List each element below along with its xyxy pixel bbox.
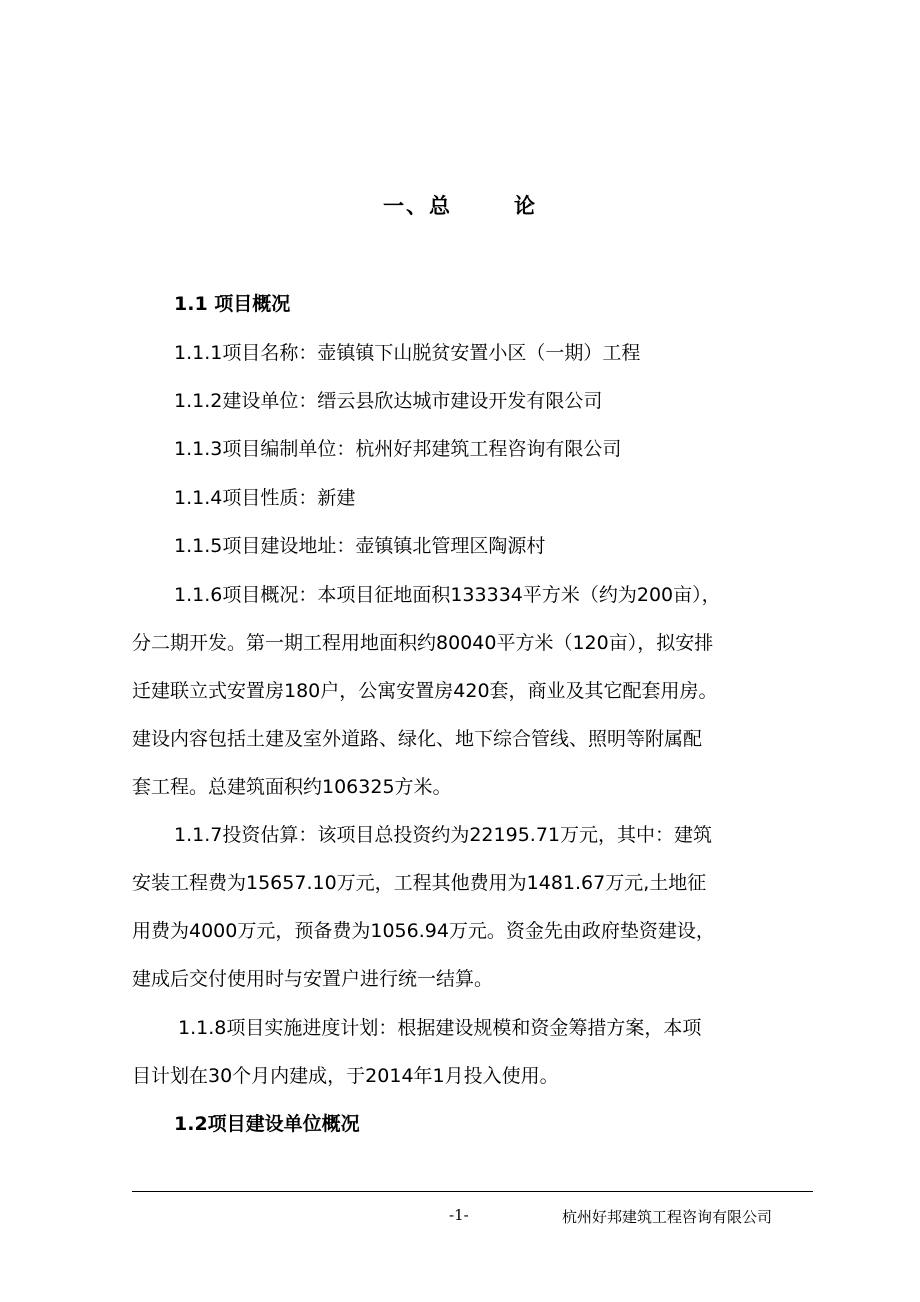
item-1-1-4: 1.1.4项目性质：新建 <box>174 487 356 509</box>
page-number: -1- <box>449 1206 469 1224</box>
paragraph-line: 用费为4000万元，预备费为1056.94万元。资金先由政府垫资建设， <box>132 920 715 942</box>
paragraph-line: 目计划在30个月内建成，于2014年1月投入使用。 <box>132 1065 559 1087</box>
item-1-1-1: 1.1.1项目名称：壶镇镇下山脱贫安置小区（一期）工程 <box>174 342 641 364</box>
title-part-1: 一、总 <box>383 194 452 218</box>
paragraph-line: 套工程。总建筑面积约106325方米。 <box>132 776 452 798</box>
paragraph-line: 1.1.8项目实施进度计划：根据建设规模和资金筹措方案，本项 <box>178 1017 702 1039</box>
paragraph-line: 建成后交付使用时与安置户进行统一结算。 <box>132 968 494 990</box>
footer-company: 杭州好邦建筑工程咨询有限公司 <box>562 1208 773 1226</box>
item-1-1-2: 1.1.2建设单位：缙云县欣达城市建设开发有限公司 <box>174 390 603 412</box>
section-heading-1-1: 1.1 项目概况 <box>174 293 291 315</box>
footer-divider <box>132 1191 813 1192</box>
paragraph-line: 1.1.7投资估算：该项目总投资约为22195.71万元，其中：建筑 <box>174 824 713 846</box>
section-heading-1-2: 1.2项目建设单位概况 <box>174 1113 360 1135</box>
paragraph-line: 1.1.6项目概况：本项目征地面积133334平方米（约为200亩）， <box>174 584 721 606</box>
paragraph-line: 分二期开发。第一期工程用地面积约80040平方米（120亩），拟安排 <box>132 632 714 654</box>
page-title <box>0 190 920 220</box>
item-1-1-5: 1.1.5项目建设地址：壶镇镇北管理区陶源村 <box>174 535 546 557</box>
paragraph-line: 迁建联立式安置房180户，公寓安置房420套，商业及其它配套用房。 <box>132 680 718 702</box>
paragraph-line: 建设内容包括土建及室外道路、绿化、地下综合管线、照明等附属配 <box>132 728 703 750</box>
title-part-2: 论 <box>514 194 537 218</box>
item-1-1-3: 1.1.3项目编制单位：杭州好邦建筑工程咨询有限公司 <box>174 438 622 460</box>
paragraph-line: 安装工程费为15657.10万元，工程其他费用为1481.67万元,土地征 <box>132 872 707 894</box>
